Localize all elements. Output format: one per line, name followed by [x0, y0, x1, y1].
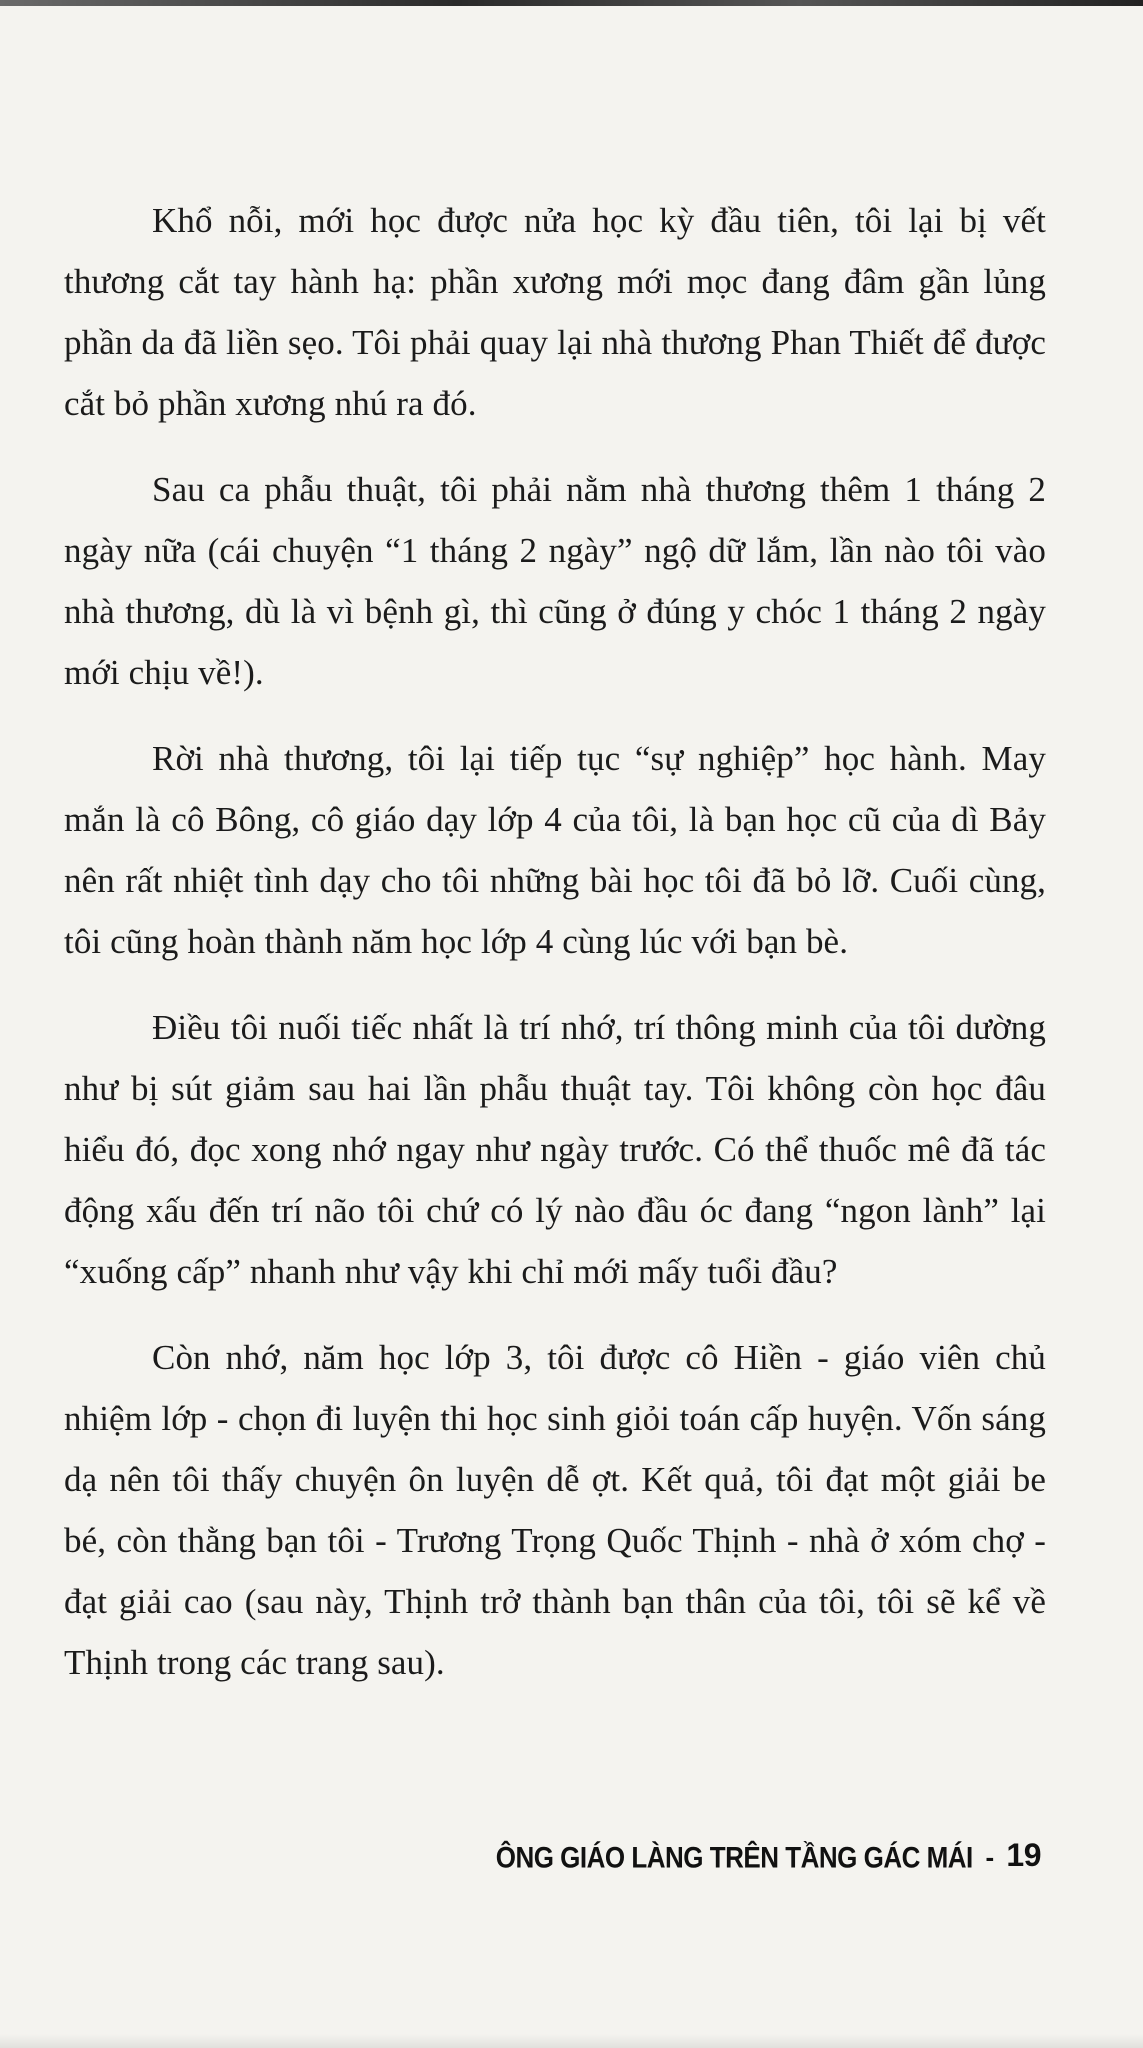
- paragraph: Rời nhà thương, tôi lại tiếp tục “sự nghiệp” học hành. May mắn là cô Bông, cô giáo dạy lớp 4 của tôi, là bạn học cũ của dì Bảy nên rất nhiệt tình dạy cho tôi những bài học tôi đã bỏ lỡ. Cuối cùng, tôi cũng hoàn thành năm học lớp 4 cùng lúc với bạn bè.: [64, 739, 1046, 961]
- page-bottom-edge: [0, 2034, 1143, 2048]
- page-top-edge: [0, 0, 1143, 6]
- page-number: 19: [1006, 1837, 1041, 1873]
- footer-separator: -: [985, 1842, 994, 1872]
- paragraph: Khổ nỗi, mới học được nửa học kỳ đầu tiên, tôi lại bị vết thương cắt tay hành hạ: phần xương mới mọc đang đâm gần lủng phần da đã liền sẹo. Tôi phải quay lại nhà thương Phan Thiết để được cắt bỏ phần xương nhú ra đó.: [64, 201, 1046, 423]
- paragraph: Còn nhớ, năm học lớp 3, tôi được cô Hiền - giáo viên chủ nhiệm lớp - chọn đi luyện thi học sinh giỏi toán cấp huyện. Vốn sáng dạ nên tôi thấy chuyện ôn luyện dễ ợt. Kết quả, tôi đạt một giải be bé, còn thằng bạn tôi - Trương Trọng Quốc Thịnh - nhà ở xóm chợ - đạt giải cao (sau này, Thịnh trở thành bạn thân của tôi, tôi sẽ kể về Thịnh trong các trang sau).: [64, 1338, 1046, 1682]
- paragraph: Sau ca phẫu thuật, tôi phải nằm nhà thương thêm 1 tháng 2 ngày nữa (cái chuyện “1 tháng 2 ngày” ngộ dữ lắm, lần nào tôi vào nhà thương, dù là vì bệnh gì, thì cũng ở đúng y chóc 1 tháng 2 ngày mới chịu về!).: [64, 470, 1046, 692]
- page-body-text: [64, 190, 1046, 1718]
- paragraph: Điều tôi nuối tiếc nhất là trí nhớ, trí thông minh của tôi dường như bị sút giảm sau hai lần phẫu thuật tay. Tôi không còn học đâu hiểu đó, đọc xong nhớ ngay như ngày trước. Có thể thuốc mê đã tác động xấu đến trí não tôi chứ có lý nào đầu óc đang “ngon lành” lại “xuống cấp” nhanh như vậy khi chỉ mới mấy tuổi đầu?: [64, 1008, 1046, 1291]
- book-title: ÔNG GIÁO LÀNG TRÊN TẦNG GÁC MÁI: [495, 1839, 973, 1875]
- running-footer: [496, 1837, 1041, 1874]
